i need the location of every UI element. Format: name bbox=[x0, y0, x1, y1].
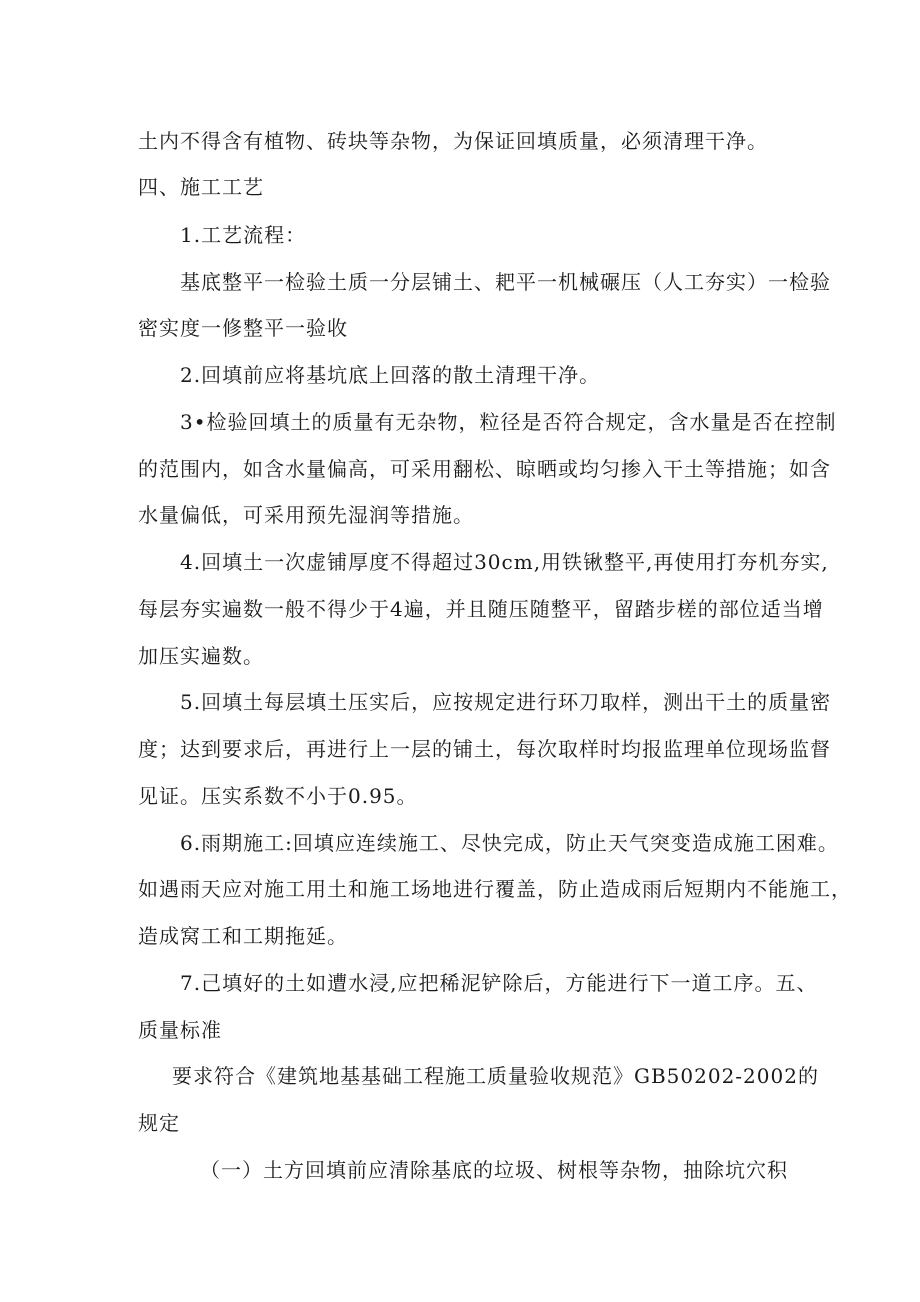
text-line: 见证。压实系数不小于0.95。 bbox=[138, 784, 418, 808]
text-line: 每层夯实遍数一般不得少于4遍，并且随压随整平，留踏步槎的部位适当增 bbox=[138, 597, 824, 621]
text-line: 水量偏低，可采用预先湿润等措施。 bbox=[138, 503, 474, 527]
text-line: 度；达到要求后，再进行上一层的铺土，每次取样时均报监理单位现场监督 bbox=[138, 737, 831, 761]
text-line: 3•检验回填土的质量有无杂物，粒径是否符合规定，含水量是否在控制 bbox=[180, 410, 837, 434]
text-line: 7.己填好的土如遭水浸,应把稀泥铲除后，方能进行下一道工序。五、 bbox=[180, 971, 818, 995]
text-line: 土内不得含有植物、砖块等杂物，为保证回填质量，必须清理干净。 bbox=[138, 129, 768, 153]
text-line: 造成窝工和工期拖延。 bbox=[138, 924, 348, 948]
text-line: 密实度一修整平一验收 bbox=[138, 316, 348, 340]
section-heading: 质量标准 bbox=[138, 1018, 222, 1042]
section-heading: 四、施工工艺 bbox=[138, 175, 264, 199]
text-line: 如遇雨天应对施工用土和施工场地进行覆盖，防止造成雨后短期内不能施工， bbox=[138, 877, 852, 901]
text-line: 基底整平一检验土质一分层铺土、耙平一机械碾压（人工夯实）一检验 bbox=[180, 270, 831, 294]
text-line: 4.回填土一次虚铺厚度不得超过30cm,用铁锹整平,再使用打夯机夯实, bbox=[180, 550, 829, 574]
text-line: 1.工艺流程： bbox=[180, 223, 307, 247]
text-line: 6.雨期施工:回填应连续施工、尽快完成，防止天气突变造成施工困难。 bbox=[180, 831, 839, 855]
text-line: 要求符合《建筑地基基础工程施工质量验收规范》GB50202-2002的 bbox=[172, 1064, 819, 1088]
text-line: 加压实遍数。 bbox=[138, 644, 264, 668]
text-line: （一）土方回填前应清除基底的垃圾、树根等杂物，抽除坑穴积 bbox=[200, 1158, 788, 1182]
text-line: 5.回填土每层填土压实后，应按规定进行环刀取样，测出干土的质量密 bbox=[180, 690, 832, 714]
text-line: 规定 bbox=[138, 1111, 180, 1135]
text-line: 的范围内，如含水量偏高，可采用翻松、晾晒或均匀掺入干土等措施；如含 bbox=[138, 457, 831, 481]
text-line: 2.回填前应将基坑底上回落的散土清理干净。 bbox=[180, 363, 601, 387]
